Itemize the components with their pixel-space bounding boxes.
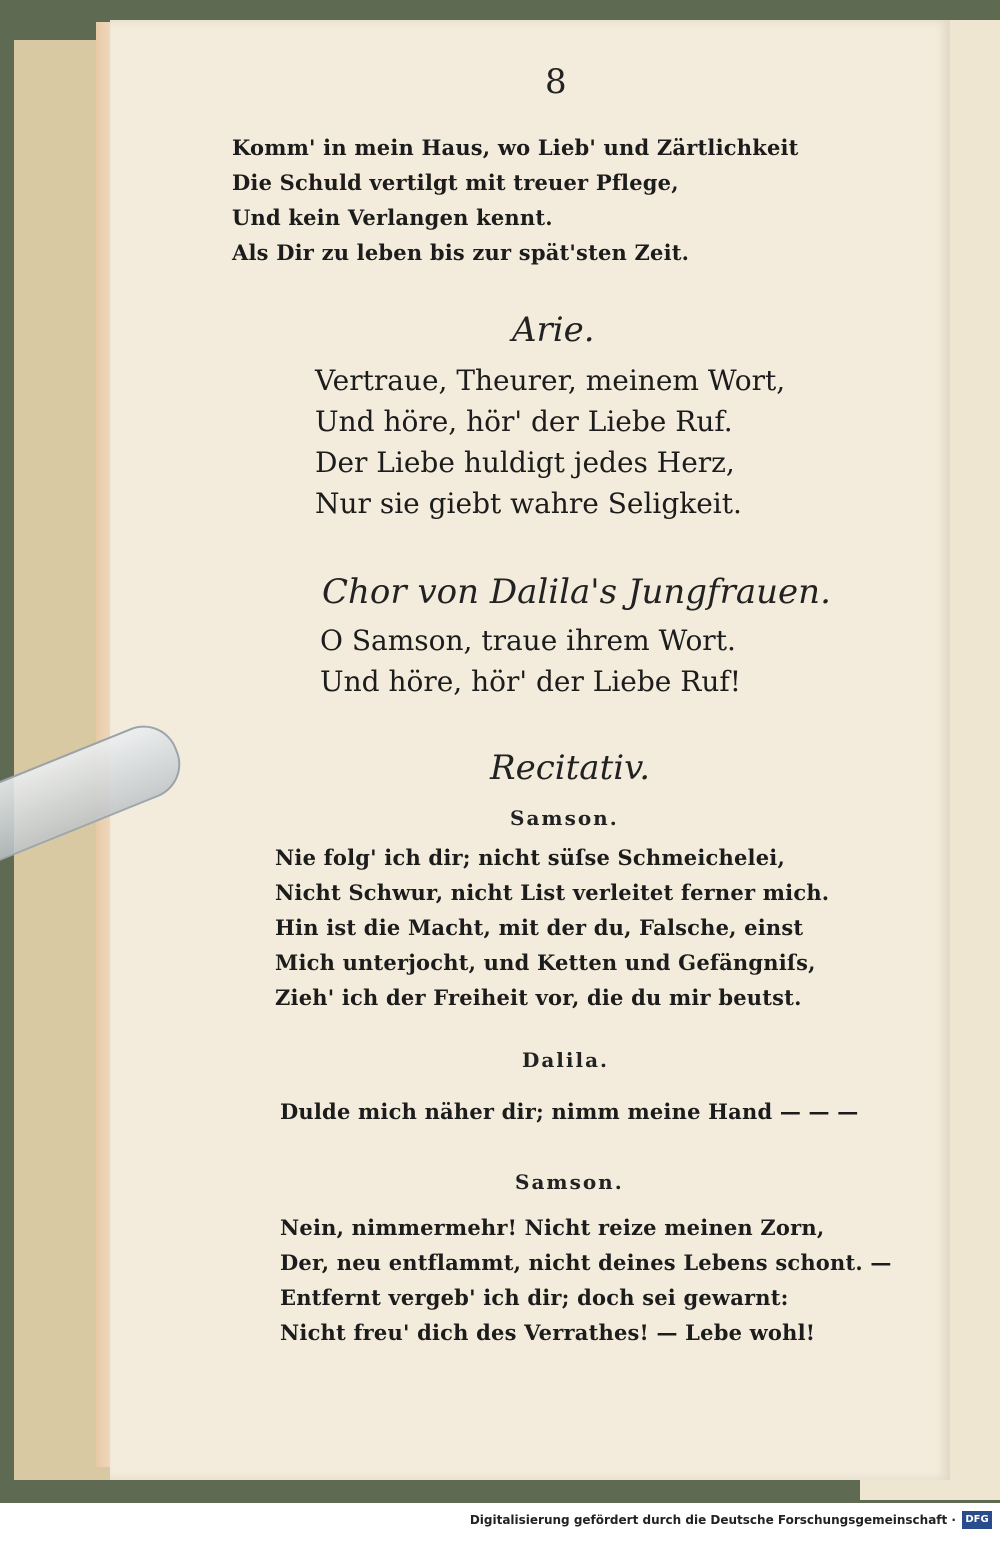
recitative-heading: Recitativ. — [490, 748, 651, 788]
verse-line: Komm' in mein Haus, wo Lieb' und Zärtlichkeit — [232, 135, 799, 160]
verse-line: Nicht freu' dich des Verrathes! — Lebe wohl! — [280, 1320, 816, 1345]
verse-line: Nie folg' ich dir; nicht süſse Schmeichelei, — [275, 845, 785, 870]
aria-heading: Arie. — [512, 310, 595, 350]
verse-line: Und höre, hör' der Liebe Ruf! — [320, 665, 741, 698]
verse-line: O Samson, traue ihrem Wort. — [320, 624, 736, 657]
samson-verse-2 — [280, 1210, 892, 1350]
verse-line: Der Liebe huldigt jedes Herz, — [315, 446, 735, 479]
verse-line: Und kein Verlangen kennt. — [232, 205, 553, 230]
samson-verse — [275, 840, 829, 1015]
verse-line: Die Schuld vertilgt mit treuer Pflege, — [232, 170, 679, 195]
verse-line: Dulde mich näher dir; nimm meine Hand — — — — [280, 1099, 859, 1124]
chorus-heading: Chor von Dalila's Jungfrauen. — [322, 572, 831, 612]
verse-line: Nicht Schwur, nicht List verleitet ferner mich. — [275, 880, 830, 905]
aria-verse — [315, 360, 785, 524]
verse-line: Vertraue, Theurer, meinem Wort, — [315, 364, 786, 397]
verse-line: Nein, nimmermehr! Nicht reize meinen Zorn, — [280, 1215, 825, 1240]
verse-line: Der, neu entflammt, nicht deines Lebens schont. — — [280, 1250, 892, 1275]
book-page — [110, 20, 950, 1480]
speaker-dalila: Dalila. — [522, 1048, 610, 1072]
chorus-verse — [320, 620, 741, 702]
verse-line: Hin ist die Macht, mit der du, Falsche, einst — [275, 915, 804, 940]
verse-line: Mich unterjocht, und Ketten und Gefängniſs, — [275, 950, 816, 975]
intro-verse — [232, 130, 799, 270]
funding-notice: Digitalisierung gefördert durch die Deutsche Forschungsgemeinschaft · — [469, 1513, 956, 1527]
verse-line: Entfernt vergeb' ich dir; doch sei gewarnt: — [280, 1285, 789, 1310]
dfg-logo: DFG — [962, 1511, 992, 1529]
page-number: 8 — [545, 62, 567, 102]
verse-line: Und höre, hör' der Liebe Ruf. — [315, 405, 733, 438]
verse-line: Als Dir zu leben bis zur spät'sten Zeit. — [232, 240, 690, 265]
speaker-samson: Samson. — [510, 806, 619, 830]
verse-line: Nur sie giebt wahre Seligkeit. — [315, 487, 742, 520]
dalila-verse — [280, 1094, 858, 1129]
speaker-samson-2: Samson. — [515, 1170, 624, 1194]
verse-line: Zieh' ich der Freiheit vor, die du mir beutst. — [275, 985, 802, 1010]
footer-bar — [0, 1503, 1000, 1543]
